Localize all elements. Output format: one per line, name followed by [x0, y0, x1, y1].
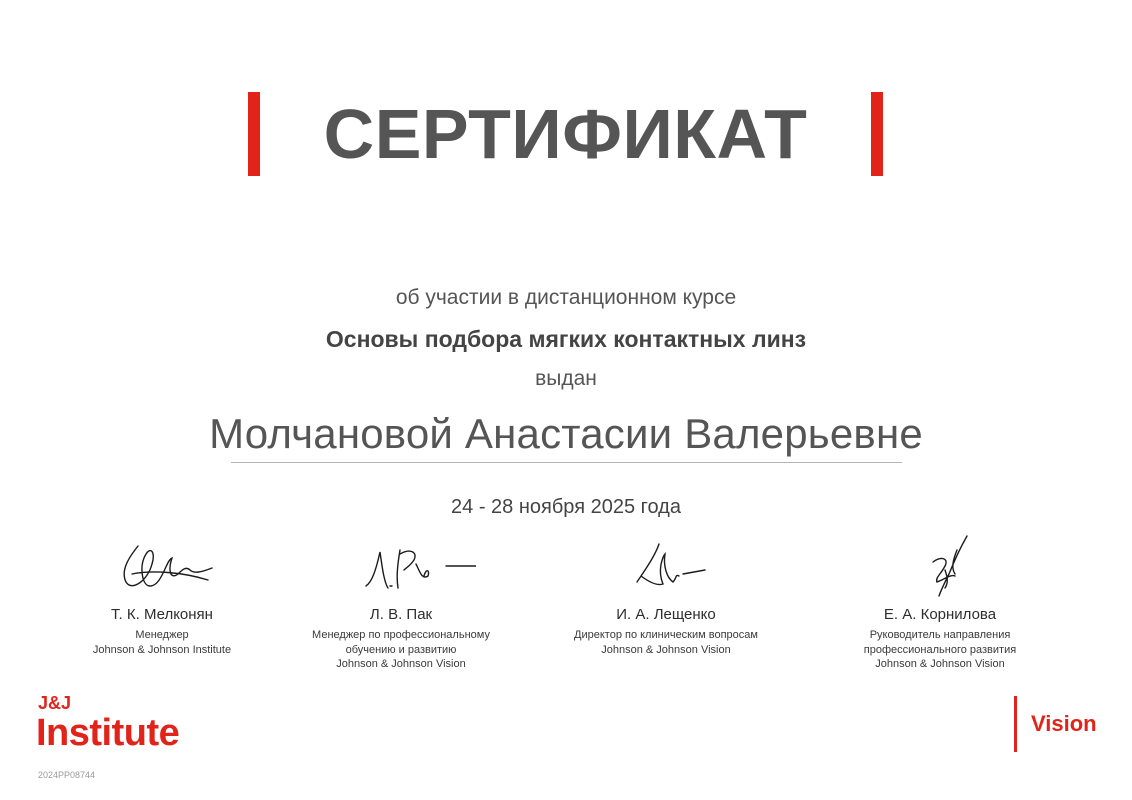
role-line: Johnson & Johnson Vision: [336, 658, 466, 670]
role-line: обучению и развитию: [345, 643, 457, 656]
signatory-2: [276, 530, 526, 672]
document-code: 2024PP08744: [38, 770, 96, 780]
recipient-name: Молчановой Анастасии Валерьевне: [209, 410, 923, 457]
recipient-underline: [231, 462, 902, 463]
signatory-name: Л. В. Пак: [369, 606, 433, 623]
certificate-title: СЕРТИФИКАТ: [323, 95, 808, 173]
institute-logo-text: Institute: [36, 712, 180, 754]
signature-2-icon: [326, 530, 476, 600]
signatory-role: [276, 628, 526, 672]
jj-logo-mark: J&J: [38, 693, 72, 713]
role-line: Руководитель направления: [869, 629, 1011, 641]
signatory-role: [541, 628, 791, 657]
signatory-role: [37, 628, 287, 657]
role-line: Менеджер по профессиональному: [312, 629, 490, 641]
signatory-name: Т. К. Мелконян: [111, 606, 213, 623]
role-line: Менеджер: [135, 629, 189, 641]
course-dates: 24 - 28 ноября 2025 года: [451, 496, 681, 518]
role-line: профессионального развития: [863, 643, 1017, 656]
signature-3-icon: [601, 530, 731, 600]
role-line: Директор по клиническим вопросам: [574, 629, 758, 641]
signatory-name: И. А. Лещенко: [616, 606, 716, 623]
role-line: Johnson & Johnson Vision: [601, 643, 731, 656]
role-line: Johnson & Johnson Vision: [875, 658, 1005, 670]
signatory-3: [541, 530, 791, 657]
signatory-4: [815, 530, 1065, 672]
course-name: Основы подбора мягких контактных линз: [325, 326, 807, 352]
signature-1-icon: [102, 530, 222, 600]
vision-logo-bar: [1014, 696, 1017, 752]
signatory-1: [37, 530, 287, 657]
certificate-subtitle: об участии в дистанционном курсе: [395, 286, 737, 309]
title-bar-right: [871, 92, 883, 176]
vision-logo-text: Vision: [1031, 711, 1097, 736]
role-line: Johnson & Johnson Institute: [92, 643, 232, 656]
signatory-name: Е. А. Корнилова: [883, 606, 997, 623]
title-bar-left: [248, 92, 260, 176]
signatory-role: [815, 628, 1065, 672]
issued-label: выдан: [535, 367, 597, 390]
signature-4-icon: [875, 530, 1005, 600]
